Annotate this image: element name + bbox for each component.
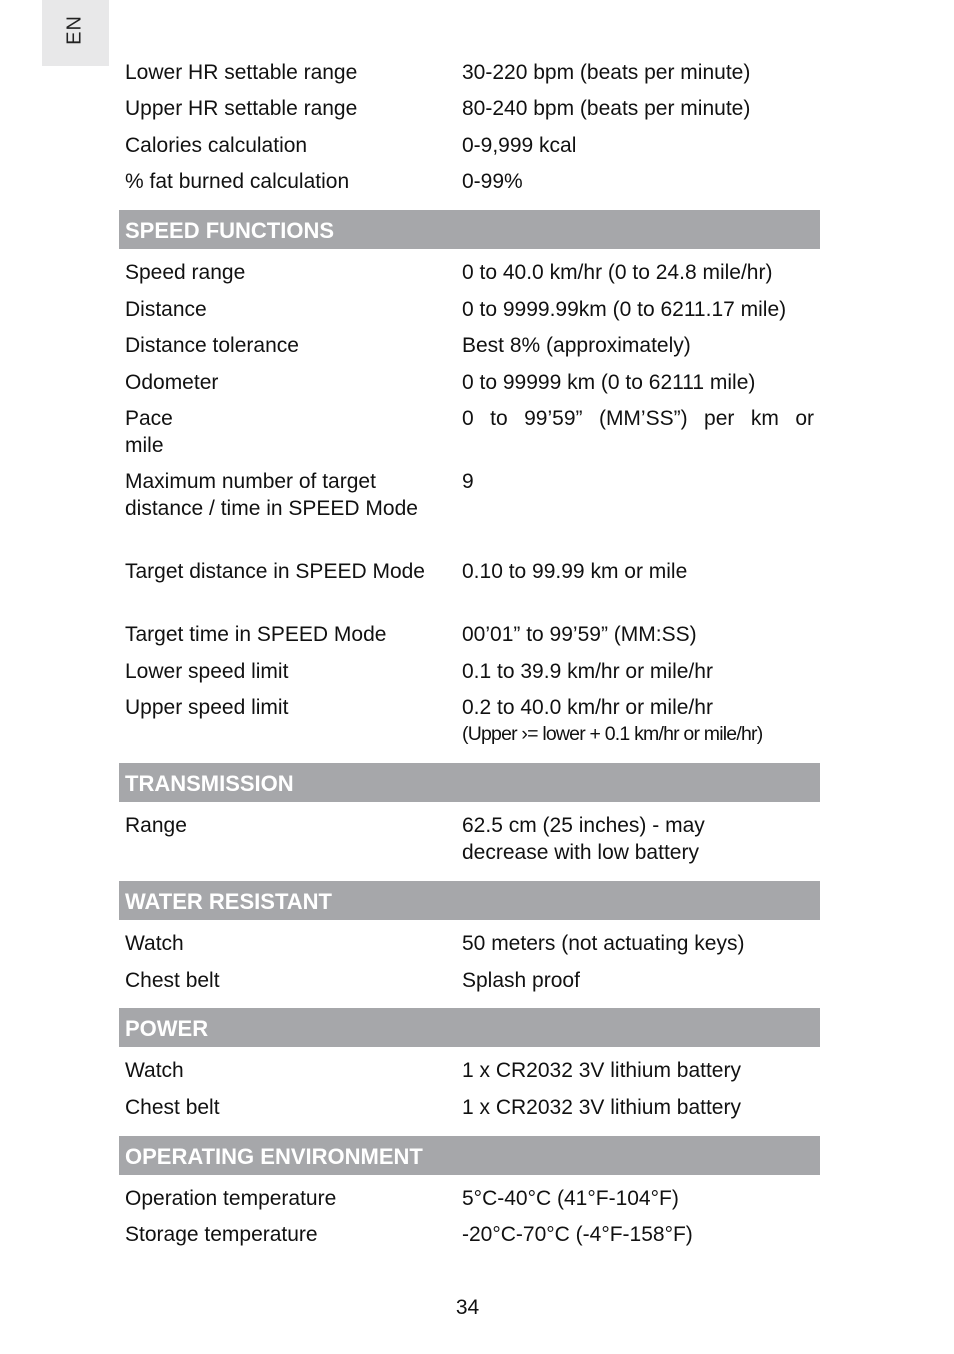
spec-label: Chest belt xyxy=(125,1096,220,1119)
spec-value: 0 to 40.0 km/hr (0 to 24.8 mile/hr) xyxy=(462,261,773,284)
spec-label: Upper speed limit xyxy=(125,696,289,719)
spec-value: -20°C-70°C (-4°F-158°F) xyxy=(462,1223,693,1246)
spec-label: Odometer xyxy=(125,371,219,394)
spec-value: 0-99% xyxy=(462,170,523,193)
spec-value: 0-9,999 kcal xyxy=(462,134,577,157)
spec-value: 62.5 cm (25 inches) - may decrease with low battery xyxy=(462,814,705,864)
section-header-water xyxy=(119,881,820,920)
spec-value: 50 meters (not actuating keys) xyxy=(462,932,745,955)
spec-label: Storage temperature xyxy=(125,1223,318,1246)
spec-label: Target distance in SPEED Mode xyxy=(125,560,425,583)
spec-value-note: (Upper ›= lower + 0.1 km/hr or mile/hr) xyxy=(462,723,763,745)
spec-value: Splash proof xyxy=(462,969,580,992)
section-title: SPEED FUNCTIONS xyxy=(125,218,335,243)
language-tab xyxy=(42,0,109,66)
spec-label: Distance tolerance xyxy=(125,334,299,357)
spec-value: 9 xyxy=(462,470,474,493)
spec-label xyxy=(125,405,425,459)
spec-value xyxy=(462,694,814,748)
spec-value: 1 x CR2032 3V lithium battery xyxy=(462,1059,741,1082)
section-title: TRANSMISSION xyxy=(125,771,294,796)
section-header-transmission xyxy=(119,763,820,802)
spec-label: Operation temperature xyxy=(125,1187,337,1210)
spec-value: 5°C-40°C (41°F-104°F) xyxy=(462,1187,679,1210)
spec-label: % fat burned calculation xyxy=(125,170,350,193)
spec-label-line: mile xyxy=(125,434,164,457)
spec-label: Lower speed limit xyxy=(125,660,289,683)
spec-value: 0 to 99999 km (0 to 62111 mile) xyxy=(462,371,756,394)
spec-label: Distance xyxy=(125,298,207,321)
spec-value: 80-240 bpm (beats per minute) xyxy=(462,97,751,120)
section-title: OPERATING ENVIRONMENT xyxy=(125,1144,423,1169)
spec-value: 1 x CR2032 3V lithium battery xyxy=(462,1096,741,1119)
spec-value: 0.1 to 39.9 km/hr or mile/hr xyxy=(462,660,713,683)
spec-label: Upper HR settable range xyxy=(125,97,358,120)
section-header-speed xyxy=(119,210,820,249)
spec-label: Calories calculation xyxy=(125,134,308,157)
spec-label: Chest belt xyxy=(125,969,220,992)
spec-value: 0 to 9999.99km (0 to 6211.17 mile) xyxy=(462,298,787,321)
section-title: POWER xyxy=(125,1016,209,1041)
spec-value: 0.10 to 99.99 km or mile xyxy=(462,560,688,583)
spec-value: Best 8% (approximately) xyxy=(462,334,691,357)
language-tab-label: EN xyxy=(63,15,86,45)
spec-label: Watch xyxy=(125,932,184,955)
section-header-power xyxy=(119,1008,820,1047)
spec-value: 0 to 99’59” (MM’SS”) per km or xyxy=(462,407,814,430)
section-title: WATER RESISTANT xyxy=(125,889,332,914)
spec-label: Maximum number of target distance / time in SPEED Mode xyxy=(125,470,418,520)
spec-label: Target time in SPEED Mode xyxy=(125,623,387,646)
spec-label-line: Pace xyxy=(125,407,173,430)
spec-label: Speed range xyxy=(125,261,246,284)
spec-label: Watch xyxy=(125,1059,184,1082)
spec-value: 00’01” to 99’59” (MM:SS) xyxy=(462,623,697,646)
spec-value: 30-220 bpm (beats per minute) xyxy=(462,61,751,84)
page-number: 34 xyxy=(455,1296,480,1319)
section-header-environment xyxy=(119,1136,820,1175)
spec-label: Lower HR settable range xyxy=(125,61,358,84)
spec-value-line: 0.2 to 40.0 km/hr or mile/hr xyxy=(462,696,713,719)
spec-label: Range xyxy=(125,814,187,837)
